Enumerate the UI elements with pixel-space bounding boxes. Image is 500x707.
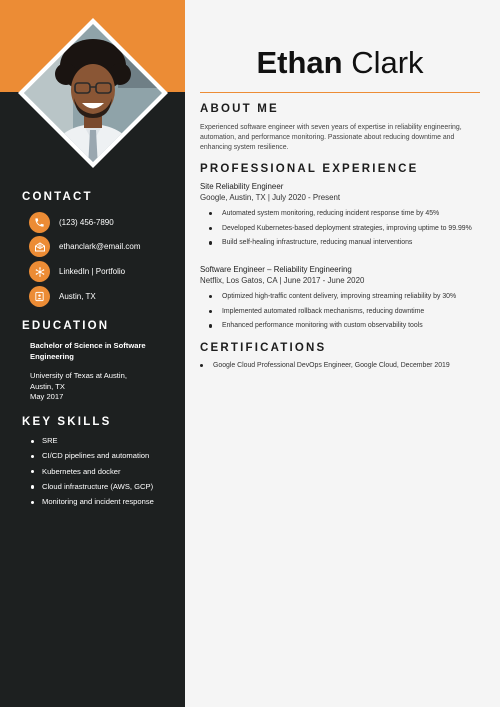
email-icon bbox=[29, 236, 50, 257]
contact-links[interactable] bbox=[29, 261, 125, 282]
education-heading: EDUCATION bbox=[22, 320, 110, 332]
last-name: Clark bbox=[351, 45, 424, 80]
certifications-heading: CERTIFICATIONS bbox=[200, 342, 327, 354]
contact-links-text: LinkedIn | Portfolio bbox=[59, 267, 126, 276]
name-divider bbox=[200, 92, 480, 93]
job-bullet: Automated system monitoring, reducing incident response time by 45% bbox=[209, 209, 479, 219]
education-details bbox=[30, 371, 170, 403]
skills-list bbox=[30, 436, 170, 512]
job-bullets bbox=[209, 209, 479, 253]
job-bullet: Build self-healing infrastructure, reducing manual interventions bbox=[209, 238, 479, 248]
job-bullet: Enhanced performance monitoring with custom observability tools bbox=[209, 321, 479, 331]
candidate-name bbox=[200, 44, 480, 82]
job-meta: Netflix, Los Gatos, CA | June 2017 - June 2020 bbox=[200, 276, 365, 285]
contact-email-text: ethanclark@email.com bbox=[59, 242, 141, 251]
job-bullet: Optimized high-traffic content delivery, improving streaming reliability by 30% bbox=[209, 292, 479, 302]
job-title: Software Engineer – Reliability Engineering bbox=[200, 265, 352, 274]
contact-phone[interactable] bbox=[29, 212, 114, 233]
sidebar bbox=[0, 0, 185, 707]
education-location: Austin, TX bbox=[30, 381, 65, 391]
network-icon bbox=[29, 261, 50, 282]
certifications-list bbox=[200, 361, 470, 376]
skill-item: CI/CD pipelines and automation bbox=[30, 451, 170, 462]
contact-phone-text: (123) 456-7890 bbox=[59, 218, 114, 227]
skill-item: Cloud infrastructure (AWS, GCP) bbox=[30, 482, 170, 493]
profile-photo bbox=[18, 18, 168, 168]
education-degree: Bachelor of Science in Software Engineering bbox=[30, 341, 146, 361]
first-name: Ethan bbox=[256, 45, 343, 80]
job-bullet: Developed Kubernetes-based deployment strategies, improving uptime to 99.99% bbox=[209, 224, 479, 234]
skill-item: SRE bbox=[30, 436, 170, 447]
skills-heading: KEY SKILLS bbox=[22, 416, 112, 428]
education-date: May 2017 bbox=[30, 392, 64, 401]
skill-item: Monitoring and incident response bbox=[30, 497, 170, 508]
contact-address-text: Austin, TX bbox=[59, 292, 96, 301]
about-text: Experienced software engineer with seven years of expertise in reliability engineering, automation, and performance monitoring. Passionate about reducing downtime and enhancing system resilience. bbox=[200, 124, 462, 152]
job-meta: Google, Austin, TX | July 2020 - Present bbox=[200, 193, 341, 202]
education-school: University of Texas at Austin, bbox=[30, 371, 127, 380]
skill-item: Kubernetes and docker bbox=[30, 467, 170, 478]
about-heading: ABOUT ME bbox=[200, 103, 279, 115]
job-bullet: Implemented automated rollback mechanisms, reducing downtime bbox=[209, 307, 479, 317]
contact-heading: CONTACT bbox=[22, 191, 93, 203]
experience-heading: PROFESSIONAL EXPERIENCE bbox=[200, 163, 419, 175]
address-icon bbox=[29, 286, 50, 307]
contact-address bbox=[29, 286, 96, 307]
phone-icon bbox=[29, 212, 50, 233]
contact-email[interactable] bbox=[29, 236, 140, 257]
certification-item: Google Cloud Professional DevOps Engineer, Google Cloud, December 2019 bbox=[200, 361, 470, 371]
job-title: Site Reliability Engineer bbox=[200, 182, 284, 191]
job-bullets bbox=[209, 292, 479, 336]
